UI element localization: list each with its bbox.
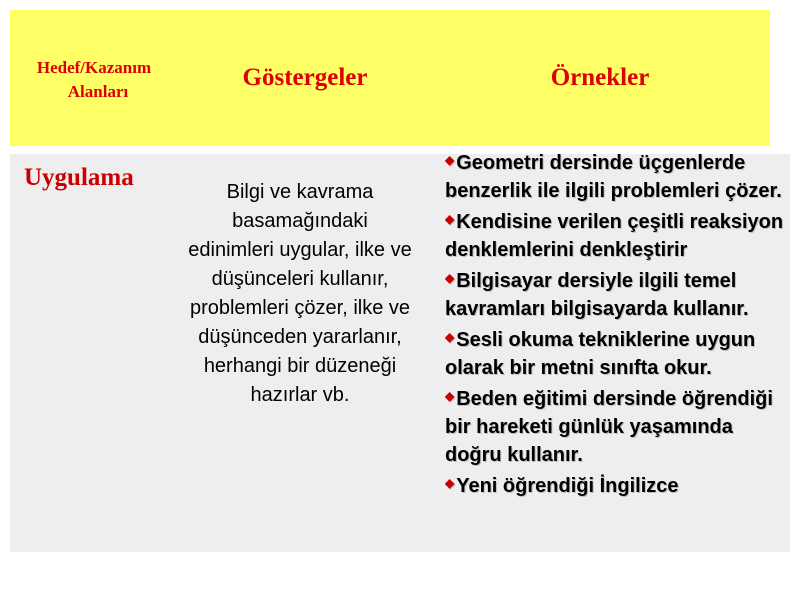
row-title-application: Uygulama <box>24 164 134 191</box>
example-item <box>445 323 790 382</box>
header-objective-areas-line1: Hedef/Kazanım <box>36 58 152 77</box>
red-diamond-bullet-icon: ◆ <box>445 153 455 167</box>
red-diamond-bullet-icon: ◆ <box>445 476 455 490</box>
example-text: Sesli okuma tekniklerine uygun olarak bir metni sınıfta okur. <box>445 329 756 379</box>
red-diamond-bullet-icon: ◆ <box>445 330 455 344</box>
red-diamond-bullet-icon: ◆ <box>445 389 455 403</box>
red-diamond-bullet-icon: ◆ <box>445 212 455 226</box>
example-item <box>445 382 790 469</box>
example-text: Beden eğitimi dersinde öğrendiği bir hareketi günlük yaşamında doğru kullanır. <box>445 388 773 466</box>
header-objective-areas <box>14 56 174 104</box>
header-objective-areas-line2: Alanları <box>67 82 129 101</box>
indicators-cell: Bilgi ve kavrama basamağındaki edinimleri uygular, ilke ve düşünceleri kullanır, problemleri çözer, ilke ve düşünceden yararlanır, herhangi bir düzeneği hazırlar vb. <box>188 181 412 406</box>
example-item <box>445 469 790 500</box>
example-text: Geometri dersinde üçgenlerde benzerlik ile ilgili problemleri çözer. <box>445 152 782 202</box>
example-text: Bilgisayar dersiyle ilgili temel kavramları bilgisayarda kullanır. <box>445 270 749 320</box>
header-examples: Örnekler <box>550 64 650 91</box>
header-indicators: Göstergeler <box>242 64 368 91</box>
example-item <box>445 146 790 205</box>
example-item <box>445 205 790 264</box>
example-text: Kendisine verilen çeşitli reaksiyon denklemlerini denkleştirir <box>445 211 784 261</box>
red-diamond-bullet-icon: ◆ <box>445 271 455 285</box>
example-item <box>445 264 790 323</box>
examples-list <box>445 146 790 600</box>
example-text: Yeni öğrendiği İngilizce <box>456 475 679 497</box>
